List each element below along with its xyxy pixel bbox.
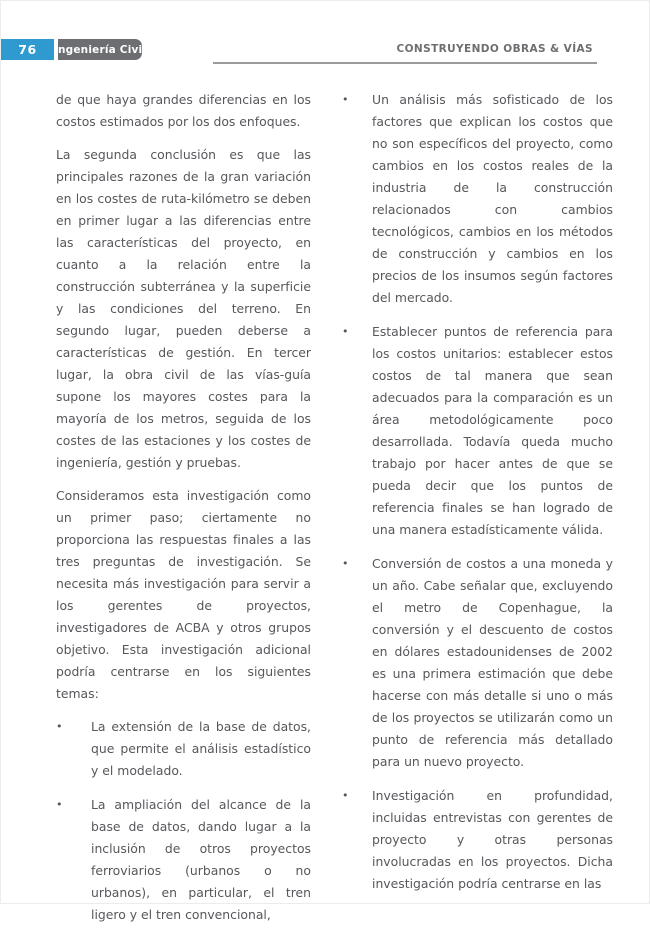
bullet-text: La extensión de la base de datos, que permite el análisis estadístico y el modelado.	[91, 719, 311, 778]
bullet-icon: •	[342, 789, 349, 802]
bullet-item	[56, 716, 311, 782]
bullet-item	[342, 89, 613, 309]
page-number: 76	[18, 42, 37, 57]
paragraph: de que haya grandes diferencias en los costos estimados por los dos enfoques.	[56, 92, 311, 129]
paragraph: La segunda conclusión es que las principales razones de la gran variación en los costes de ruta-kilómetro se deben en primer lugar a las diferencias entre las características del proyecto, en cuanto a la relación entre la construcción subterránea y la superficie y las condiciones del terreno. En segundo lugar, pueden deberse a características de gestión. En tercer lugar, la obra civil de las vías-guía supone los mayores costes para la mayoría de los metros, seguida de los costes de las estaciones y los costes de ingeniería, gestión y pruebas.	[56, 147, 311, 470]
paragraph: Consideramos esta investigación como un primer paso; ciertamente no proporciona las respuestas finales a las tres preguntas de investigación. Se necesita más investigación para servir a los gerentes de proyectos, investigadores de ACBA y otros grupos objetivo. Esta investigación adicional podría centrarse en los siguientes temas:	[56, 488, 311, 701]
header-rule-divider	[213, 62, 597, 64]
left-column	[56, 89, 311, 938]
bullet-item	[342, 553, 613, 773]
bullet-icon: •	[342, 93, 349, 106]
bullet-icon: •	[56, 798, 63, 811]
bullet-text: Investigación en profundidad, incluidas entrevistas con gerentes de proyecto y otras personas involucradas en los proyectos. Dicha investigación podría centrarse en las	[372, 788, 613, 891]
running-title: CONSTRUYENDO OBRAS & VÍAS	[396, 43, 593, 55]
right-column	[342, 89, 613, 907]
bullet-item	[342, 321, 613, 541]
section-tab	[53, 39, 147, 60]
bullet-item	[56, 794, 311, 926]
bullet-text: Un análisis más sofisticado de los factores que explican los costos que no son específicos del proyecto, como cambios en los costos reales de la industria de la construcción relacionados con cambios tecnológicos, cambios en los métodos de construcción y cambios en los precios de los insumos según factores del mercado.	[372, 92, 613, 305]
bullet-icon: •	[342, 557, 349, 570]
page-number-badge	[1, 39, 54, 60]
bullet-text: Establecer puntos de referencia para los costos unitarios: establecer estos costos de tal manera que sean adecuados para la comparación es un área metodológicamente poco desarrollada. Todavía queda mucho trabajo por hacer antes de que se pueda decir que los puntos de referencia finales se han logrado de una manera estadísticamente válida.	[372, 324, 613, 537]
section-label: Ingeniería Civil	[53, 43, 147, 56]
bullet-item	[342, 785, 613, 895]
bullet-icon: •	[342, 325, 349, 338]
bullet-text: La ampliación del alcance de la base de datos, dando lugar a la inclusión de otros proyectos ferroviarios (urbanos o no urbanos), en particular, el tren ligero y el tren convencional,	[91, 797, 311, 922]
bullet-text: Conversión de costos a una moneda y un año. Cabe señalar que, excluyendo el metro de Copenhague, la conversión y el descuento de costos en dólares estadounidenses de 2002 es una primera estimación que debe hacerse con más detalle si uno o más de los proyectos se utilizarán como un punto de referencia más detallado para un nuevo proyecto.	[372, 556, 613, 769]
bullet-icon: •	[56, 720, 63, 733]
